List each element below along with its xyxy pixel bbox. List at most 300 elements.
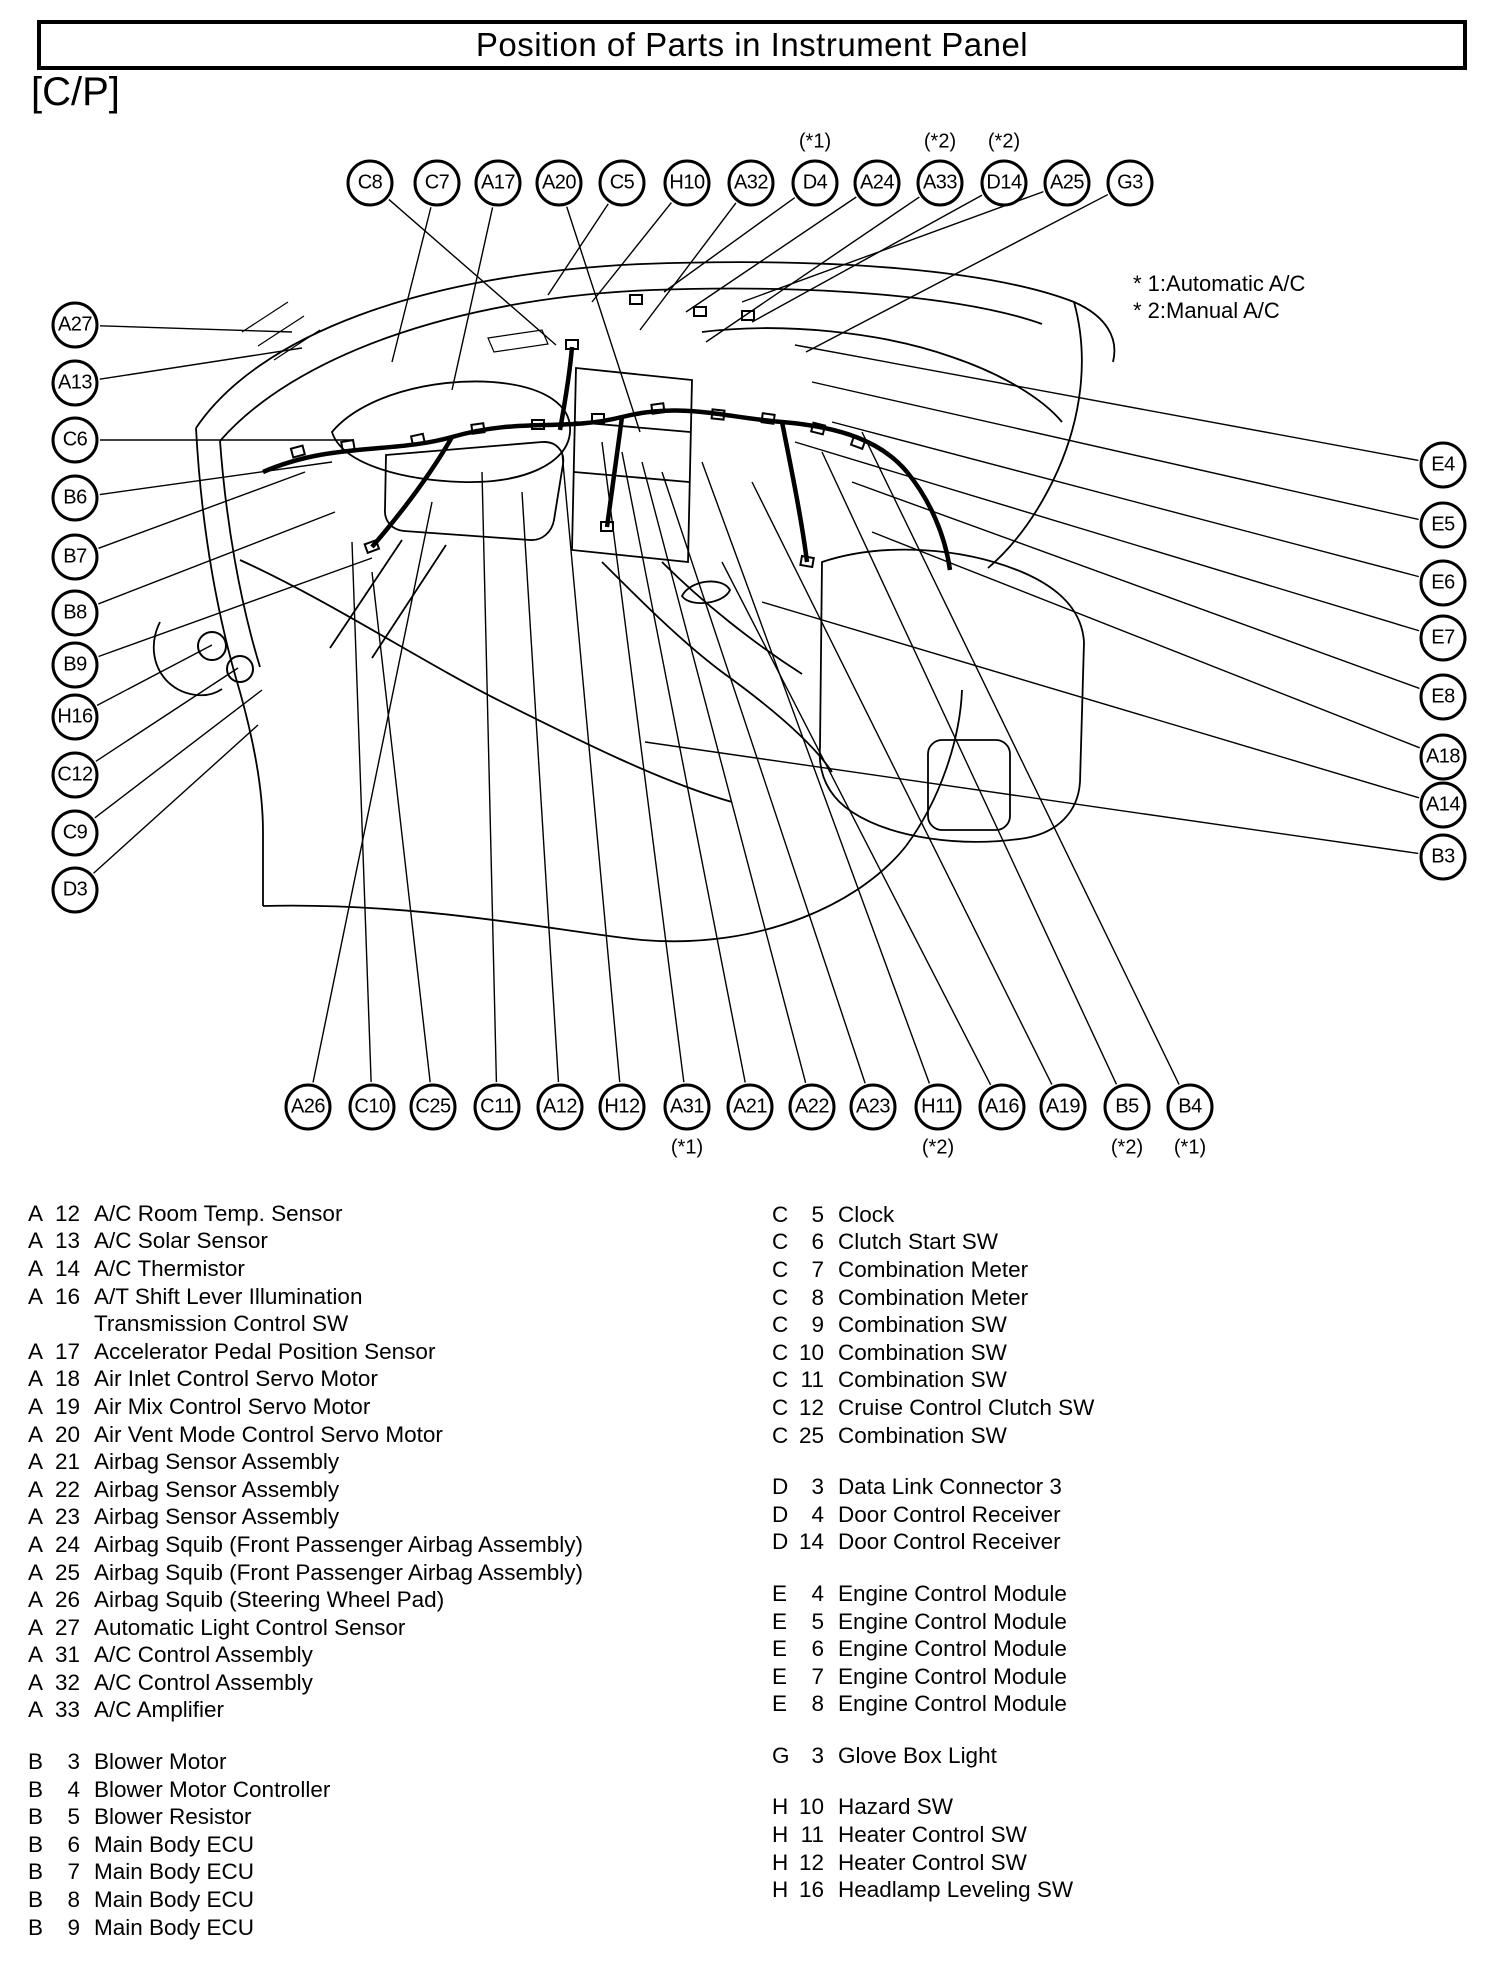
legend-code-letter: H [772, 1822, 789, 1848]
callout-E5 [1420, 502, 1467, 549]
legend-row [28, 1586, 583, 1614]
footnote-1: * 1:Automatic A/C [1133, 271, 1306, 296]
legend-row [772, 1635, 1094, 1663]
legend-code-number: 21 [54, 1449, 80, 1475]
legend-code-letter: G [772, 1742, 790, 1768]
legend-code-letter: C [772, 1422, 789, 1448]
callout-code: H11 [921, 1095, 955, 1118]
callout-code: B3 [1431, 845, 1455, 868]
legend-code-letter: A [28, 1255, 44, 1281]
legend-row [772, 1608, 1094, 1636]
callout-variant-note: (*2) [1110, 1136, 1144, 1159]
callout-A20 [536, 160, 583, 207]
legend-code-letter: B [28, 1887, 44, 1913]
legend-part-name: Air Inlet Control Servo Motor [94, 1366, 378, 1392]
callout-E6 [1420, 560, 1467, 607]
legend-code-letter: C [772, 1201, 789, 1227]
legend-code-letter: C [772, 1284, 789, 1310]
legend-row [28, 1831, 583, 1859]
legend-code-letter: A [28, 1476, 44, 1502]
legend-code-letter: A [28, 1697, 44, 1723]
legend-part-name: Door Control Receiver [838, 1501, 1061, 1527]
legend-code-number: 11 [800, 1822, 824, 1848]
legend-code-number: 27 [54, 1614, 80, 1640]
callout-C11 [474, 1084, 521, 1131]
legend-spacer [772, 1718, 1094, 1742]
legend-part-name: Heater Control SW [838, 1822, 1027, 1848]
callout-code: A14 [1425, 793, 1461, 816]
legend-code-letter: C [772, 1256, 789, 1282]
legend-code-number: 8 [811, 1691, 824, 1717]
legend-row [28, 1200, 583, 1228]
callout-B4 [1167, 1084, 1214, 1159]
callout-H12 [599, 1084, 646, 1131]
legend-code-letter: A [28, 1421, 44, 1447]
callout-code: E4 [1431, 453, 1455, 476]
legend-code-letter: A [28, 1614, 44, 1640]
legend-row [28, 1776, 583, 1804]
callout-G3 [1107, 160, 1154, 207]
legend-row [28, 1255, 583, 1283]
legend-part-name: Automatic Light Control Sensor [94, 1614, 406, 1640]
legend-row [28, 1614, 583, 1642]
legend-row [28, 1421, 583, 1449]
legend-part-name: Main Body ECU [94, 1831, 255, 1857]
legend-code-number: 11 [800, 1367, 824, 1393]
callout-C8 [347, 160, 394, 207]
callout-code: C6 [62, 428, 88, 451]
legend-code-number: 16 [54, 1283, 80, 1309]
legend-part-name: Transmission Control SW [94, 1311, 349, 1337]
legend-code-number: 12 [54, 1200, 80, 1226]
footnote-2: * 2:Manual A/C [1133, 298, 1280, 323]
legend-part-name: Airbag Sensor Assembly [94, 1504, 340, 1530]
legend-row [28, 1448, 583, 1476]
panel-outline [196, 262, 1114, 941]
legend-row [772, 1501, 1094, 1529]
legend-code-letter: E [772, 1691, 788, 1717]
legend-row [28, 1803, 583, 1831]
legend-part-name: Airbag Sensor Assembly [94, 1476, 340, 1502]
legend-code-number: 24 [54, 1531, 80, 1557]
legend-row [772, 1821, 1094, 1849]
callout-A12 [537, 1084, 584, 1131]
legend-code-letter: A [28, 1366, 44, 1392]
legend-part-name: Door Control Receiver [838, 1529, 1061, 1555]
legend-part-name: Engine Control Module [838, 1580, 1067, 1606]
legend-row [772, 1580, 1094, 1608]
legend-row [28, 1283, 583, 1311]
callout-code: B5 [1115, 1095, 1139, 1118]
legend-code-letter: H [772, 1877, 789, 1903]
callout-variant-note: (*2) [987, 130, 1021, 153]
callout-code: A33 [922, 171, 958, 194]
callout-C9 [52, 810, 99, 857]
legend-row [772, 1229, 1094, 1257]
legend-row [28, 1504, 583, 1532]
legend-part-name: Main Body ECU [94, 1887, 255, 1913]
legend-code-number: 8 [811, 1284, 824, 1310]
legend-row [28, 1228, 583, 1256]
legend-part-name: Blower Motor Controller [94, 1776, 331, 1802]
legend-part-name: A/C Amplifier [94, 1697, 225, 1723]
legend-row [28, 1859, 583, 1887]
callout-code: E6 [1431, 571, 1455, 594]
callout-variant-note: (*2) [923, 130, 957, 153]
callout-C5 [599, 160, 646, 207]
legend-part-name: Clock [838, 1201, 895, 1227]
legend-part-name: A/C Control Assembly [94, 1669, 313, 1695]
legend-code-number: 12 [798, 1394, 824, 1420]
legend-code-number: 14 [54, 1255, 80, 1281]
legend-column-right [772, 1201, 1094, 1904]
legend-part-name: Combination SW [838, 1312, 1007, 1338]
legend-row [28, 1748, 583, 1776]
legend-code-number: 26 [54, 1587, 80, 1613]
callout-code: A17 [480, 171, 516, 194]
callout-code: C5 [609, 171, 635, 194]
legend-code-letter: H [772, 1849, 789, 1875]
callout-code: D4 [802, 171, 828, 194]
legend-code-letter: D [772, 1474, 789, 1500]
legend-code-letter: C [772, 1339, 789, 1365]
legend-code-number: 6 [67, 1831, 80, 1857]
legend-part-name: Data Link Connector 3 [838, 1474, 1062, 1500]
legend-row [28, 1310, 583, 1338]
legend-code-letter: A [28, 1587, 44, 1613]
legend-code-number: 7 [811, 1256, 824, 1282]
callout-code: A22 [794, 1095, 830, 1118]
callout-A26 [285, 1084, 332, 1131]
callout-code: B6 [63, 486, 87, 509]
callout-code: E7 [1431, 626, 1455, 649]
legend-code-letter: A [28, 1449, 44, 1475]
legend-row [772, 1691, 1094, 1719]
legend-code-number: 19 [54, 1393, 80, 1419]
legend-part-name: Engine Control Module [838, 1608, 1067, 1634]
legend-row [772, 1529, 1094, 1557]
legend-code-letter: A [28, 1669, 44, 1695]
callout-code: C12 [57, 763, 93, 786]
callout-code: A16 [984, 1095, 1020, 1118]
callout-C25 [410, 1084, 457, 1131]
legend-row [772, 1256, 1094, 1284]
legend-code-number: 6 [811, 1229, 824, 1255]
legend-part-name: Combination SW [838, 1422, 1007, 1448]
callout-B8 [52, 590, 99, 637]
callout-A21 [727, 1084, 774, 1131]
legend-code-number: 4 [811, 1501, 824, 1527]
legend-row [28, 1642, 583, 1670]
callout-D3 [52, 867, 99, 914]
legend-code-number: 7 [67, 1859, 80, 1885]
callout-B5 [1104, 1084, 1151, 1159]
legend-row [772, 1201, 1094, 1229]
legend-part-name: A/C Room Temp. Sensor [94, 1200, 343, 1226]
legend-row [28, 1914, 583, 1942]
legend-part-name: A/C Thermistor [94, 1255, 245, 1281]
callout-D4 [792, 130, 839, 207]
callout-H16 [52, 694, 99, 741]
callout-code: A23 [855, 1095, 891, 1118]
legend-code-number: 3 [67, 1749, 80, 1775]
callout-A22 [789, 1084, 836, 1131]
legend-row [772, 1284, 1094, 1312]
callout-code: H12 [604, 1095, 640, 1118]
legend-row [772, 1876, 1094, 1904]
callout-A31 [664, 1084, 711, 1159]
legend-row [28, 1531, 583, 1559]
legend-code-number: 5 [811, 1201, 824, 1227]
legend-spacer [28, 1724, 583, 1748]
callout-code: A13 [57, 371, 93, 394]
legend-code-number: 17 [54, 1338, 80, 1364]
legend-row [772, 1394, 1094, 1422]
callout-code: D3 [62, 878, 88, 901]
legend-code-number: 31 [54, 1642, 80, 1668]
legend-code-number: 5 [67, 1804, 80, 1830]
legend-row [28, 1393, 583, 1421]
callout-A14 [1420, 782, 1467, 829]
legend-code-number: 3 [811, 1474, 824, 1500]
callout-code: B7 [63, 545, 87, 568]
legend-code-number: 10 [798, 1339, 824, 1365]
callout-code: C25 [415, 1095, 451, 1118]
callout-A25 [1044, 160, 1091, 207]
legend-code-letter: A [28, 1228, 44, 1254]
legend-part-name: Headlamp Leveling SW [838, 1877, 1074, 1903]
legend-spacer [772, 1556, 1094, 1580]
callout-E7 [1420, 615, 1467, 662]
legend-part-name: Combination Meter [838, 1256, 1029, 1282]
legend-code-letter: A [28, 1642, 44, 1668]
legend-part-name: Main Body ECU [94, 1859, 255, 1885]
legend-code-letter: E [772, 1580, 788, 1606]
callout-code: E5 [1431, 513, 1455, 536]
callout-code: A31 [669, 1095, 705, 1118]
legend-part-name: Combination Meter [838, 1284, 1029, 1310]
legend-part-name: Engine Control Module [838, 1636, 1067, 1662]
legend-row [772, 1367, 1094, 1395]
legend-code-number: 6 [811, 1636, 824, 1662]
legend-code-letter: H [772, 1794, 789, 1820]
legend-part-name: Engine Control Module [838, 1691, 1067, 1717]
legend-row [28, 1476, 583, 1504]
callout-A32 [728, 160, 775, 207]
legend-code-number: 13 [54, 1228, 80, 1254]
callout-code: D14 [986, 171, 1022, 194]
legend-code-letter: C [772, 1312, 789, 1338]
legend-row [772, 1794, 1094, 1822]
legend-spacer [772, 1449, 1094, 1473]
legend-code-letter: C [772, 1367, 789, 1393]
callout-code: E8 [1431, 685, 1455, 708]
callout-A27 [52, 302, 99, 349]
callout-code: A25 [1049, 171, 1085, 194]
legend-row [772, 1849, 1094, 1877]
legend-code-letter: A [28, 1559, 44, 1585]
legend-row [28, 1697, 583, 1725]
legend-row [772, 1473, 1094, 1501]
wiring-harness [263, 347, 950, 570]
legend-code-number: 8 [67, 1887, 80, 1913]
legend-part-name: Engine Control Module [838, 1663, 1067, 1689]
legend-code-letter: E [772, 1636, 788, 1662]
legend-part-name: Air Mix Control Servo Motor [94, 1393, 371, 1419]
legend-part-name: Combination SW [838, 1339, 1007, 1365]
callout-A23 [850, 1084, 897, 1131]
legend-part-name: Airbag Squib (Front Passenger Airbag Assembly) [94, 1531, 583, 1557]
callout-B3 [1420, 834, 1467, 881]
callout-C7 [414, 160, 461, 207]
legend-part-name: A/C Solar Sensor [94, 1228, 268, 1254]
legend-code-letter: A [28, 1338, 44, 1364]
legend-code-letter: E [772, 1608, 788, 1634]
legend-code-letter: B [28, 1831, 44, 1857]
leader-lines [94, 192, 1420, 1085]
legend-row [772, 1339, 1094, 1367]
legend-row [28, 1366, 583, 1394]
callout-code: B9 [63, 653, 87, 676]
callout-C12 [52, 752, 99, 799]
callout-A24 [854, 160, 901, 207]
legend-part-name: A/C Control Assembly [94, 1642, 313, 1668]
callout-code: A18 [1425, 745, 1461, 768]
callout-code: A19 [1045, 1095, 1081, 1118]
legend-code-number: 16 [798, 1877, 824, 1903]
legend-row [28, 1338, 583, 1366]
legend-row [28, 1559, 583, 1587]
legend-part-name: Airbag Squib (Front Passenger Airbag Assembly) [94, 1559, 583, 1585]
legend-code-number: 9 [67, 1914, 80, 1940]
legend-code-letter: B [28, 1859, 44, 1885]
callout-B9 [52, 642, 99, 689]
legend-code-letter: A [28, 1531, 44, 1557]
callout-B7 [52, 534, 99, 581]
callout-variant-note: (*1) [670, 1136, 704, 1159]
callout-variant-note: (*1) [798, 130, 832, 153]
legend-code-number: 25 [798, 1422, 824, 1448]
legend-row [28, 1886, 583, 1914]
callout-code: A32 [733, 171, 769, 194]
page-title: Position of Parts in Instrument Panel [475, 26, 1029, 63]
callout-A19 [1040, 1084, 1087, 1131]
callout-E4 [1420, 442, 1467, 489]
legend-part-name: Air Vent Mode Control Servo Motor [94, 1421, 443, 1447]
callout-code: A21 [732, 1095, 768, 1118]
callout-code: A12 [542, 1095, 578, 1118]
legend-code-letter: C [772, 1229, 789, 1255]
callout-A33 [917, 130, 964, 207]
callout-code: C11 [480, 1095, 514, 1118]
callout-H11 [915, 1084, 962, 1159]
legend-code-number: 25 [54, 1559, 80, 1585]
legend-part-name: Hazard SW [838, 1794, 954, 1820]
legend-code-letter: B [28, 1776, 44, 1802]
legend-row [772, 1422, 1094, 1450]
legend-code-letter: D [772, 1501, 789, 1527]
callout-code: A20 [541, 171, 577, 194]
legend-code-letter: B [28, 1749, 44, 1775]
callout-H10 [664, 160, 711, 207]
legend-code-number: 4 [811, 1580, 824, 1606]
legend-row [772, 1742, 1094, 1770]
legend-part-name: A/T Shift Lever Illumination [94, 1283, 363, 1309]
callout-code: A27 [57, 313, 93, 336]
legend-row [772, 1311, 1094, 1339]
callout-code: A24 [859, 171, 895, 194]
callout-code: H10 [669, 171, 705, 194]
legend-code-number: 18 [54, 1366, 80, 1392]
legend-code-letter: C [772, 1394, 789, 1420]
legend-part-name: Main Body ECU [94, 1914, 255, 1940]
callout-code: H16 [57, 705, 93, 728]
callout-A16 [979, 1084, 1026, 1131]
legend-part-name: Accelerator Pedal Position Sensor [94, 1338, 436, 1364]
legend-code-number: 9 [811, 1312, 824, 1338]
callout-C10 [349, 1084, 396, 1131]
legend-code-number: 4 [67, 1776, 80, 1802]
callout-code: A26 [290, 1095, 326, 1118]
callout-variant-note: (*2) [921, 1136, 955, 1159]
legend-part-name: Airbag Squib (Steering Wheel Pad) [94, 1587, 445, 1613]
legend-row [772, 1663, 1094, 1691]
legend-part-name: Cruise Control Clutch SW [838, 1394, 1095, 1420]
legend-code-number: 10 [798, 1794, 824, 1820]
callout-code: G3 [1117, 171, 1143, 194]
callout-E8 [1420, 674, 1467, 721]
legend-code-letter: A [28, 1283, 44, 1309]
callout-A17 [475, 160, 522, 207]
variant-label: [C/P] [31, 70, 120, 114]
legend-code-letter: E [772, 1663, 788, 1689]
legend-code-letter: A [28, 1200, 44, 1226]
callout-code: C7 [424, 171, 450, 194]
legend-row [28, 1669, 583, 1697]
legend-code-letter: B [28, 1914, 44, 1940]
legend-code-number: 32 [54, 1669, 80, 1695]
callout-A13 [52, 360, 99, 407]
legend-part-name: Blower Resistor [94, 1804, 252, 1830]
legend-part-name: Combination SW [838, 1367, 1007, 1393]
callout-code: C9 [62, 821, 88, 844]
legend-column-left [28, 1200, 583, 1941]
legend-spacer [772, 1770, 1094, 1794]
legend-part-name: Glove Box Light [838, 1742, 997, 1768]
callout-code: B8 [63, 601, 87, 624]
legend-code-letter: B [28, 1804, 44, 1830]
legend-code-number: 23 [54, 1504, 80, 1530]
legend-code-number: 14 [798, 1529, 824, 1555]
legend-part-name: Airbag Sensor Assembly [94, 1449, 340, 1475]
legend-code-letter: A [28, 1504, 44, 1530]
legend-code-letter: D [772, 1529, 789, 1555]
legend-code-number: 20 [54, 1421, 80, 1447]
callout-B6 [52, 475, 99, 522]
callout-A18 [1420, 734, 1467, 781]
legend-part-name: Blower Motor [94, 1749, 227, 1775]
legend-code-number: 7 [811, 1663, 824, 1689]
callout-variant-note: (*1) [1173, 1136, 1207, 1159]
callout-code: C8 [357, 171, 383, 194]
legend-code-number: 5 [811, 1608, 824, 1634]
legend-code-letter: A [28, 1393, 44, 1419]
callout-D14 [981, 130, 1028, 207]
legend-code-number: 22 [54, 1476, 80, 1502]
callout-code: C10 [354, 1095, 390, 1118]
legend-code-number: 3 [811, 1742, 824, 1768]
callout-code: B4 [1178, 1095, 1202, 1118]
